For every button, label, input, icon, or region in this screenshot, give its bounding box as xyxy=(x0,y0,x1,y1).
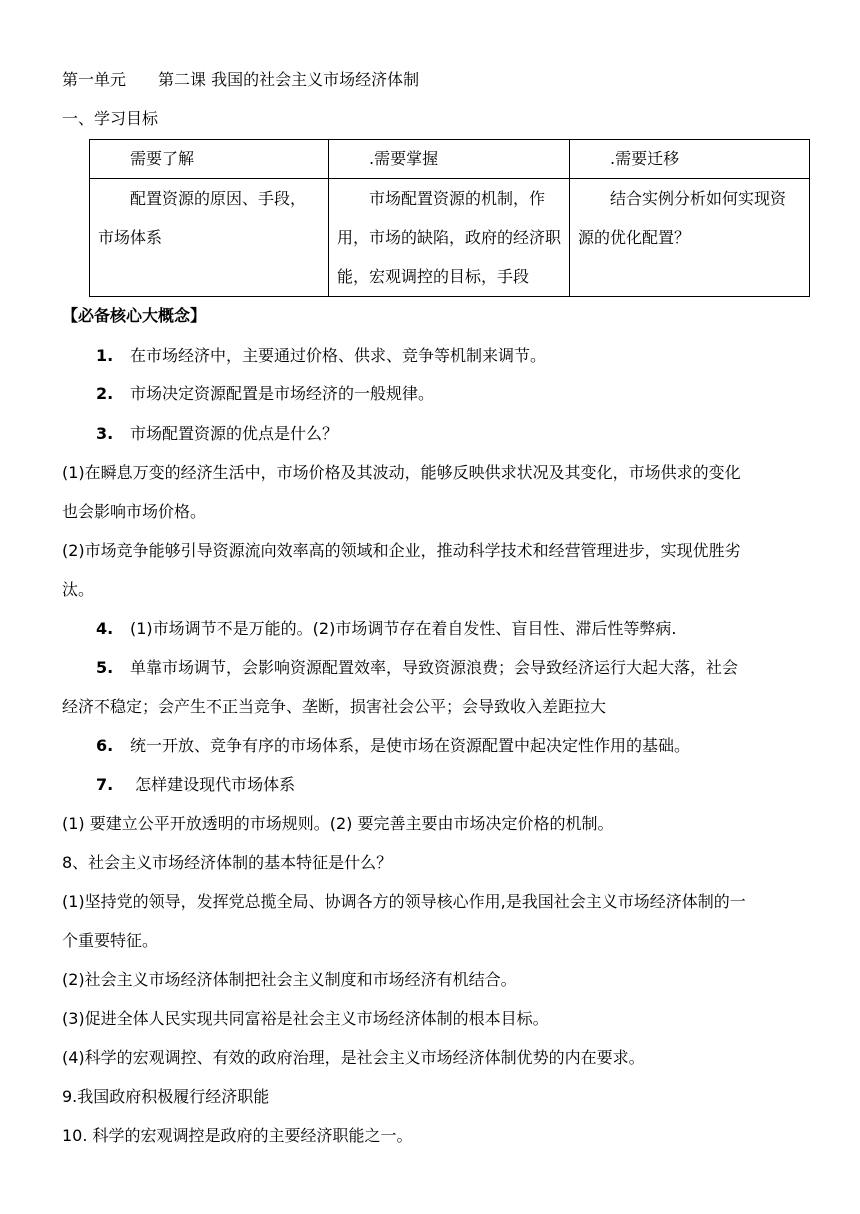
paragraph-line: 9.我国政府积极履行经济职能 xyxy=(62,1087,270,1106)
list-item: 3. 市场配置资源的优点是什么？ xyxy=(96,424,339,443)
table-cell: 结合实例分析如何实现资源的优化配置？ xyxy=(570,179,810,297)
page-title: 第一单元 第二课 我国的社会主义市场经济体制 xyxy=(62,70,420,89)
concepts-heading: 【必备核心大概念】 xyxy=(62,306,207,325)
list-item: 6. 统一开放、竞争有序的市场体系，是使市场在资源配置中起决定性作用的基础。 xyxy=(96,736,691,755)
list-item: 7. 怎样建设现代市场体系 xyxy=(96,775,296,794)
list-item: 4. (1)市场调节不是万能的。(2)市场调节存在着自发性、盲目性、滞后性等弊病. xyxy=(96,619,677,638)
paragraph-line: 10. 科学的宏观调控是政府的主要经济职能之一。 xyxy=(62,1126,413,1145)
section-heading: 一、学习目标 xyxy=(62,109,159,128)
paragraph-line: (1)坚持党的领导，发挥党总揽全局、协调各方的领导核心作用,是我国社会主义市场经济体制的一 xyxy=(62,892,746,911)
table-header-cell: 需要了解 xyxy=(90,140,329,179)
paragraph-line: 汰。 xyxy=(62,580,95,599)
list-item: 1. 在市场经济中，主要通过价格、供求、竞争等机制来调节。 xyxy=(96,346,547,365)
paragraph-line: (3)促进全体人民实现共同富裕是社会主义市场经济体制的根本目标。 xyxy=(62,1009,549,1028)
table-header-cell: .需要迁移 xyxy=(570,140,810,179)
list-item: 5. 单靠市场调节，会影响资源配置效率，导致资源浪费；会导致经济运行大起大落，社会 xyxy=(96,658,739,677)
list-item: 2. 市场决定资源配置是市场经济的一般规律。 xyxy=(96,384,435,403)
paragraph-line: 也会影响市场价格。 xyxy=(62,502,207,521)
paragraph-line: 个重要特征。 xyxy=(62,931,159,950)
paragraph-line: (4)科学的宏观调控、有效的政府治理，是社会主义市场经济体制优势的内在要求。 xyxy=(62,1048,645,1067)
table-cell: 配置资源的原因、手段，市场体系 xyxy=(90,179,329,297)
paragraph-line: 8、社会主义市场经济体制的基本特征是什么？ xyxy=(62,853,393,872)
table-header-cell: .需要掌握 xyxy=(329,140,570,179)
learning-goals-table xyxy=(89,139,810,297)
paragraph-line: (2)市场竞争能够引导资源流向效率高的领域和企业，推动科学技术和经营管理进步，实现优胜劣 xyxy=(62,541,741,560)
paragraph-line: 经济不稳定；会产生不正当竞争、垄断，损害社会公平；会导致收入差距拉大 xyxy=(62,697,607,716)
paragraph-line: (1) 要建立公平开放透明的市场规则。(2) 要完善主要由市场决定价格的机制。 xyxy=(62,814,614,833)
table-row xyxy=(90,179,810,297)
paragraph-line: (1)在瞬息万变的经济生活中，市场价格及其波动，能够反映供求状况及其变化，市场供求的变化 xyxy=(62,463,741,482)
table-header-row xyxy=(90,140,810,179)
paragraph-line: (2)社会主义市场经济体制把社会主义制度和市场经济有机结合。 xyxy=(62,970,517,989)
table-cell: 市场配置资源的机制，作用，市场的缺陷，政府的经济职能，宏观调控的目标，手段 xyxy=(329,179,570,297)
